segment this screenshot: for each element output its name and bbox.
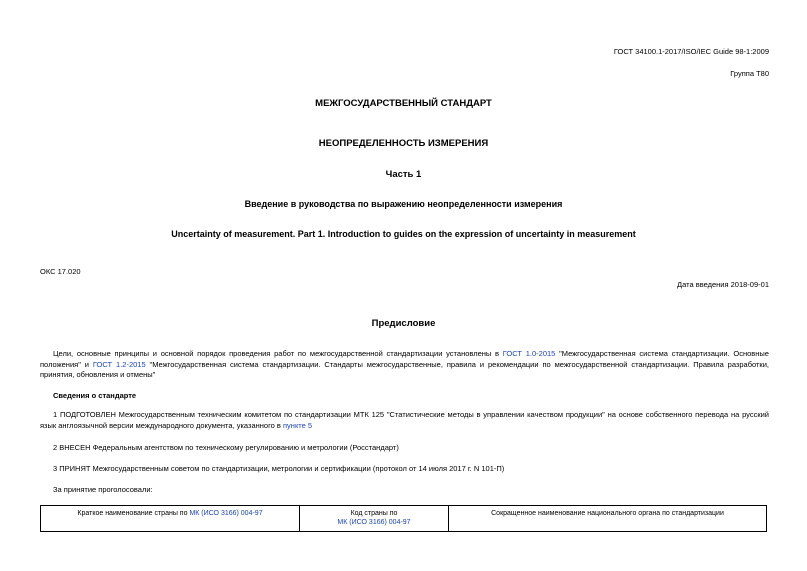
item-2-introduced: 2 ВНЕСЕН Федеральным агентством по техническому регулированию и метрологии (Росстандарт) xyxy=(53,443,399,452)
subtitle-english: Uncertainty of measurement. Part 1. Introduction to guides on the expression of uncertainty in measurement xyxy=(171,229,636,239)
gost-1-2-link[interactable]: ГОСТ 1.2-2015 xyxy=(92,359,146,369)
item-1-text: 1 ПОДГОТОВЛЕН Межгосударственным техническим комитетом по стандартизации МТК 125 "Статистические методы в управлении качеством продукции" на основе собственного перевода на русский язык англоязычной версии международного документа, указанного в xyxy=(40,410,769,430)
foreword-paragraph xyxy=(40,349,769,381)
voted-label: За принятие проголосовали: xyxy=(53,485,153,494)
foreword-heading: Предисловие xyxy=(371,318,436,329)
part-title: Часть 1 xyxy=(385,169,422,180)
oks-code: ОКС 17.020 xyxy=(40,267,81,276)
column-header-text: Краткое наименование страны по xyxy=(77,510,190,517)
column-header-national-body: Сокращенное наименование национального органа по стандартизации xyxy=(449,506,767,532)
table-header-row xyxy=(41,506,767,532)
item-1-prepared xyxy=(40,410,769,431)
mk-iso-3166-link[interactable]: МК (ИСО 3166) 004-97 xyxy=(337,519,411,526)
effective-date: Дата введения 2018-09-01 xyxy=(677,280,769,289)
standard-type-heading: МЕЖГОСУДАРСТВЕННЫЙ СТАНДАРТ xyxy=(315,98,492,109)
main-title: НЕОПРЕДЕЛЕННОСТЬ ИЗМЕРЕНИЯ xyxy=(318,138,489,149)
column-header-country-code xyxy=(300,506,449,532)
mk-iso-3166-link[interactable]: МК (ИСО 3166) 004-97 xyxy=(189,510,263,517)
standard-designation: ГОСТ 34100.1-2017/ISO/IEC Guide 98-1:2009 xyxy=(613,47,769,56)
countries-table xyxy=(40,505,767,532)
foreword-text: "Межгосударственная система стандартизации. Основные положения" и xyxy=(40,349,769,369)
standard-info-heading: Сведения о стандарте xyxy=(53,391,137,400)
gost-1-0-link[interactable]: ГОСТ 1.0-2015 xyxy=(502,349,556,358)
column-header-text: Код страны по xyxy=(350,510,398,517)
foreword-text: "Межгосударственная система стандартизации. Стандарты межгосударственные, правила и рекомендации по межгосударственной стандартизации. Правила разработки, принятия, обновления и отмены" xyxy=(40,359,769,379)
foreword-text: Цели, основные принципы и основной порядок проведения работ по межгосударственной стандартизации установлены в xyxy=(53,349,503,358)
subtitle-russian: Введение в руководства по выражению неопределенности измерения xyxy=(244,199,563,209)
clause-5-link[interactable]: пункте 5 xyxy=(282,420,313,430)
item-3-adopted: 3 ПРИНЯТ Межгосударственным советом по стандартизации, метрологии и сертификации (протокол от 14 июля 2017 г. N 101-П) xyxy=(53,464,505,473)
standard-group: Группа Т80 xyxy=(730,69,769,78)
column-header-country-name xyxy=(41,506,300,532)
